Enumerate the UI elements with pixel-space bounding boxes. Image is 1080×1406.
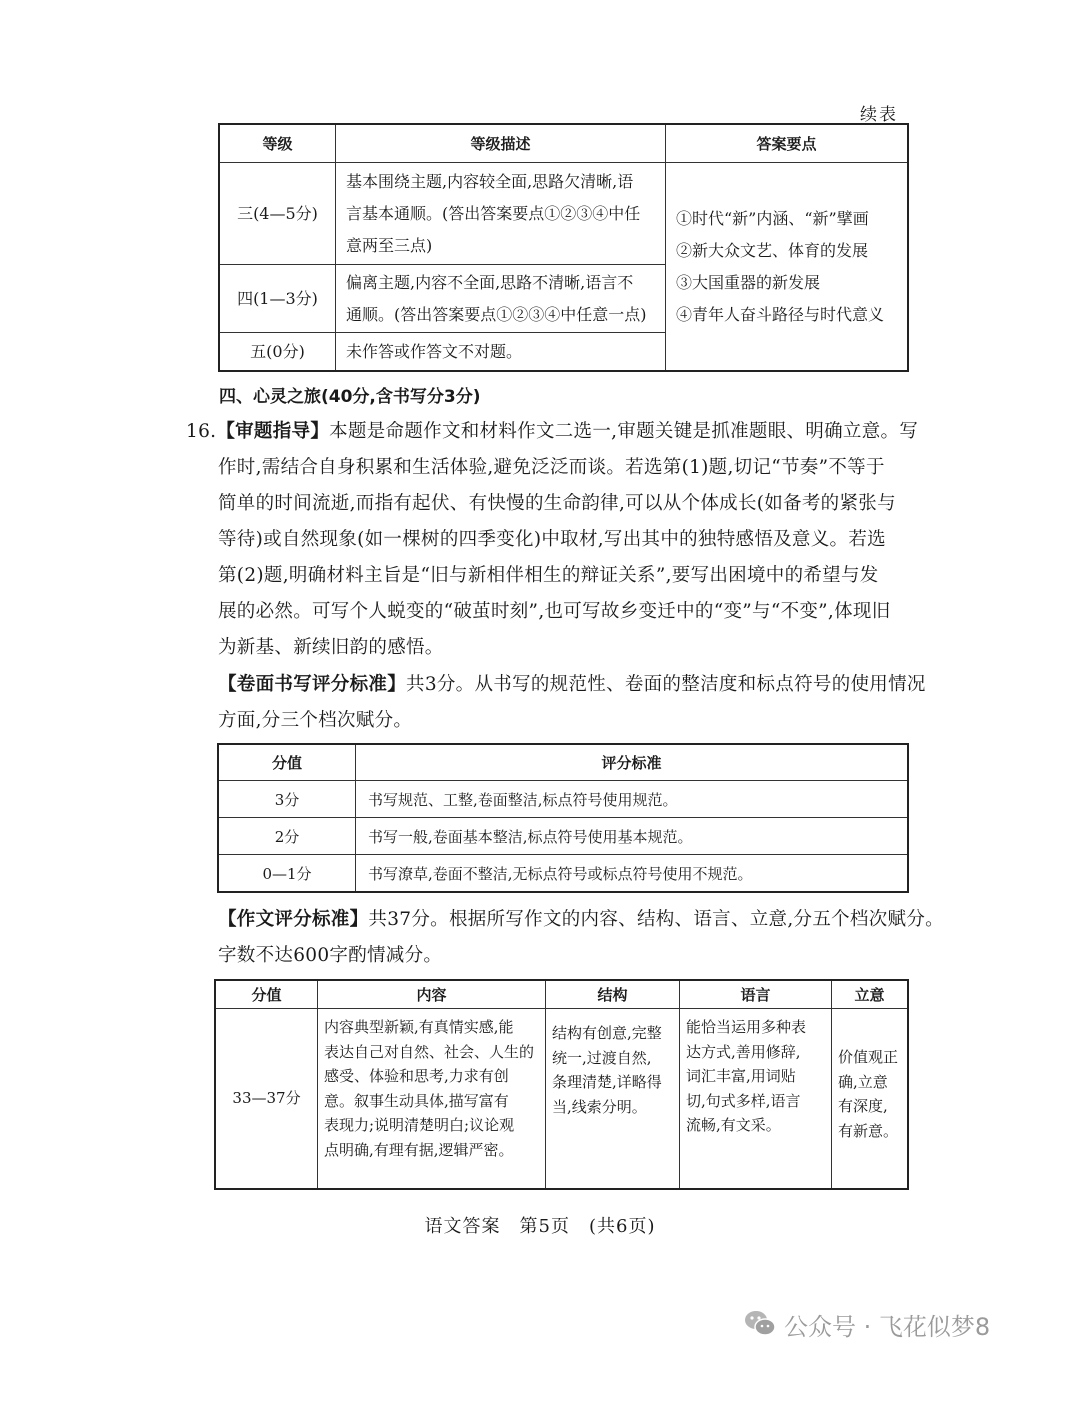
header-intent: 立意	[832, 981, 908, 1009]
continued-label: 续表	[860, 105, 898, 125]
description-cell	[336, 265, 666, 333]
text-line: 偏离主题,内容不全面,思路不清晰,语言不	[346, 272, 634, 292]
key-point: ④青年人奋斗路径与时代意义	[676, 304, 885, 324]
standard-cell: 书写一般,卷面基本整洁,标点符号使用基本规范。	[356, 818, 908, 855]
text-line: 本题是命题作文和材料作文二选一,审题关键是抓准题眼、明确立意。写	[329, 421, 919, 442]
score-cell: 2分	[219, 818, 356, 855]
essay-tag: 【作文评分标准】	[218, 909, 369, 930]
score-cell: 3分	[219, 781, 356, 818]
content-cell	[318, 1009, 546, 1189]
text-line: 简单的时间流逝,而指有起伏、有快慢的生命韵律,可以从个体成长(如备考的紧张与	[218, 493, 896, 514]
text-line: 意。叙事生动具体,描写富有	[324, 1091, 509, 1110]
text-line: 方面,分三个档次赋分。	[218, 710, 413, 731]
table-row	[219, 781, 908, 818]
text-line: 条理清楚,详略得	[552, 1073, 662, 1091]
table-row	[216, 1009, 908, 1189]
text-line: 作时,需结合自身积累和生活体验,避免泛泛而谈。若选第(1)题,切记“节奏”不等于	[218, 457, 885, 478]
table-row	[219, 855, 908, 892]
text-line: 意两至三点)	[346, 235, 433, 255]
key-point: ①时代“新”内涵、“新”擘画	[676, 208, 869, 228]
text-line: 有新意。	[838, 1121, 899, 1140]
text-line: 统一,过渡自然,	[552, 1048, 652, 1067]
key-point: ②新大众文艺、体育的发展	[676, 240, 869, 260]
standard-cell: 书写潦草,卷面不整洁,无标点符号或标点符号使用不规范。	[356, 855, 908, 892]
watermark-text: 公众号 · 飞花似梦8	[784, 1312, 991, 1341]
page-footer: 语文答案 第5页 (共6页)	[424, 1216, 656, 1237]
intent-cell	[832, 1009, 908, 1189]
text-line: 能恰当运用多种表	[686, 1018, 807, 1036]
header-description: 等级描述	[336, 125, 666, 163]
score-cell: 0—1分	[219, 855, 356, 892]
header-language: 语言	[680, 981, 832, 1009]
grade-cell: 四(1—3分)	[220, 265, 336, 333]
description-cell: 未作答或作答文不对题。	[336, 333, 666, 371]
text-line: 共3分。从书写的规范性、卷面的整洁度和标点符号的使用情况	[406, 674, 926, 695]
header-score: 分值	[219, 745, 356, 781]
table-row	[219, 818, 908, 855]
wechat-icon	[742, 1306, 778, 1342]
text-line: 达方式,善用修辞,	[686, 1042, 801, 1061]
text-line: 点明确,有理有据,逻辑严密。	[324, 1140, 514, 1159]
text-line: 流畅,有文采。	[686, 1116, 781, 1134]
text-line: 确,立意	[838, 1072, 888, 1091]
text-line: 基本围绕主题,内容较全面,思路欠清晰,语	[346, 171, 634, 191]
standard-cell: 书写规范、工整,卷面整洁,标点符号使用规范。	[356, 781, 908, 818]
text-line: 有深度,	[838, 1097, 888, 1115]
text-line: 为新基、新续旧韵的感悟。	[218, 637, 444, 658]
header-key-points: 答案要点	[666, 125, 908, 163]
table-row	[220, 163, 908, 265]
text-line: 展的必然。可写个人蜕变的“破茧时刻”,也可写故乡变迁中的“变”与“不变”,体现旧	[218, 601, 891, 622]
text-line: 第(2)题,明确材料主旨是“旧与新相伴相生的辩证关系”,要写出困境中的希望与发	[218, 565, 879, 586]
structure-cell	[546, 1009, 680, 1189]
guidance-tag: 【审题指导】	[216, 421, 330, 442]
key-point: ③大国重器的新发展	[676, 272, 821, 292]
text-line: 通顺。(答出答案要点①②③④中任意一点)	[346, 304, 647, 324]
question-number: 16.	[186, 421, 217, 442]
text-line: 感受、体验和思考,力求有创	[324, 1067, 509, 1085]
handwriting-intro	[218, 667, 942, 739]
header-content: 内容	[318, 981, 546, 1009]
text-line: 表达自己对自然、社会、人生的	[324, 1042, 535, 1061]
grade-table	[219, 124, 908, 371]
header-grade: 等级	[220, 125, 336, 163]
description-cell	[336, 163, 666, 265]
question-16-guidance	[186, 414, 919, 666]
text-line: 切,句式多样,语言	[686, 1091, 801, 1110]
watermark	[742, 1306, 990, 1342]
text-line: 价值观正	[838, 1048, 899, 1066]
text-line: 言基本通顺。(答出答案要点①②③④中任	[346, 203, 641, 223]
text-line: 等待)或自然现象(如一棵树的四季变化)中取材,写出其中的独特感悟及意义。若选	[218, 529, 886, 550]
score-cell: 33—37分	[216, 1009, 318, 1189]
grade-cell: 五(0分)	[220, 333, 336, 371]
header-score: 分值	[216, 981, 318, 1009]
text-line: 表现力;说明清楚明白;议论观	[324, 1116, 515, 1134]
text-line: 当,线索分明。	[552, 1097, 647, 1116]
header-standard: 评分标准	[356, 745, 908, 781]
language-cell	[680, 1009, 832, 1189]
text-line: 内容典型新颖,有真情实感,能	[324, 1018, 514, 1036]
essay-intro	[218, 902, 944, 974]
text-line: 结构有创意,完整	[552, 1024, 662, 1042]
text-line: 字数不达600字酌情减分。	[218, 945, 443, 966]
header-structure: 结构	[546, 981, 680, 1009]
handwriting-table	[218, 744, 908, 892]
essay-table	[215, 980, 908, 1189]
grade-cell: 三(4—5分)	[220, 163, 336, 265]
handwriting-tag: 【卷面书写评分标准】	[218, 674, 407, 695]
key-points-cell	[666, 163, 908, 371]
text-line: 共37分。根据所写作文的内容、结构、语言、立意,分五个档次赋分。	[368, 909, 944, 930]
section-title: 四、心灵之旅(40分,含书写分3分)	[219, 387, 481, 407]
text-line: 词汇丰富,用词贴	[686, 1067, 796, 1085]
